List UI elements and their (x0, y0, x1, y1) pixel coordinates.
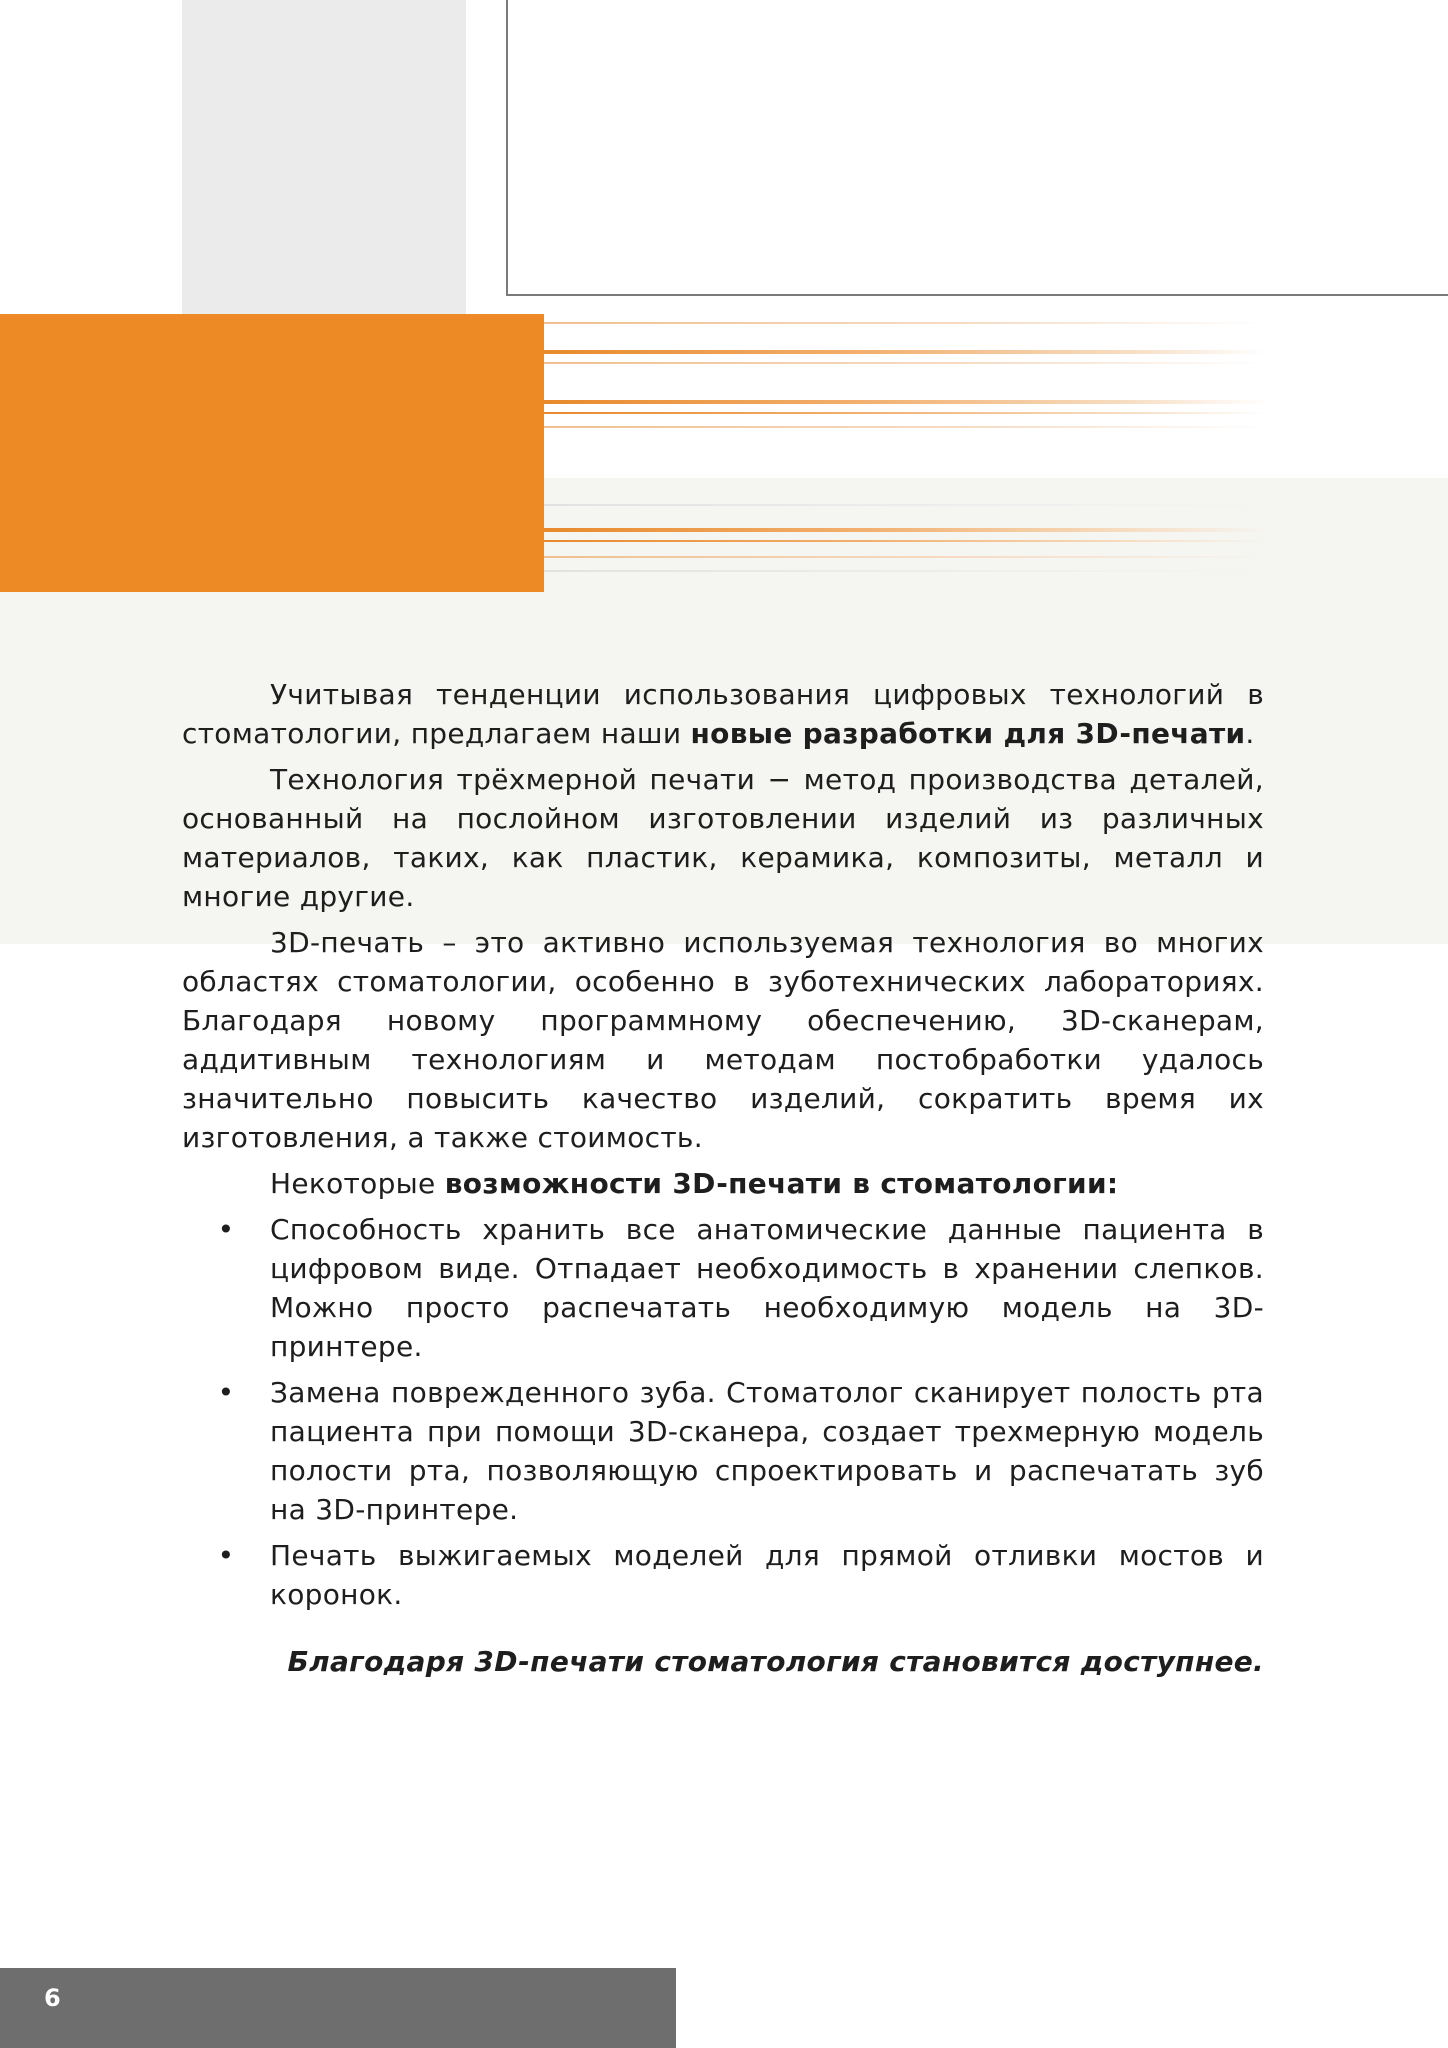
decorative-stripe (544, 400, 1266, 404)
bullet-icon: • (217, 1213, 235, 1246)
decorative-stripe (544, 350, 1266, 354)
closing-statement: Благодаря 3D-печати стоматология становится доступнее. (287, 1645, 1264, 1678)
decorative-stripe (544, 412, 1266, 414)
list-item: • Способность хранить все анатомические данные пациента в цифровом виде. Отпадает необходимость в хранении слепков. Можно просто распечатать необходимую модель на 3D-принтере. (182, 1210, 1264, 1366)
usage-paragraph: 3D-печать – это активно используемая технология во многих областях стоматологии, особенно в зуботехнических лабораториях. Благодаря новому программному обеспечению, 3D-сканерам, аддитивным технологиям и методам постобработки удалось значительно повысить качество изделий, сократить время их изготовления, а также стоимость. (182, 926, 1264, 1154)
decorative-stripe (544, 570, 1266, 572)
footer-bar (0, 1968, 676, 2048)
decorative-stripe (544, 504, 1266, 506)
decorative-stripe (544, 556, 1266, 558)
decorative-stripe (544, 426, 1266, 428)
body-text (182, 675, 1264, 1688)
image-frame (506, 0, 1448, 296)
bullet-icon: • (217, 1376, 235, 1409)
page-number: 6 (44, 1984, 61, 2012)
decorative-grey-column (182, 0, 466, 314)
list-item: • Замена поврежденного зуба. Стоматолог сканирует полость рта пациента при помощи 3D-сканера, создает трехмерную модель полости рта, позволяющую спроектировать и распечатать зуб на 3D-принтере. (182, 1373, 1264, 1529)
possibilities-heading: Некоторые возможности 3D-печати в стоматологии: (270, 1167, 1119, 1200)
technology-paragraph: Технология трёхмерной печати − метод производства деталей, основанный на послойном изготовлении изделий из различных материалов, таких, как пластик, керамика, композиты, металл и многие другие. (182, 763, 1264, 913)
intro-highlight: новые разработки для 3D-печати (690, 717, 1246, 750)
decorative-stripe (544, 540, 1266, 542)
decorative-stripe (544, 322, 1266, 324)
bullet-icon: • (217, 1539, 235, 1572)
decorative-stripe (544, 528, 1266, 532)
intro-paragraph: Учитывая тенденции использования цифровых технологий в стоматологии, предлагаем наши новые разработки для 3D-печати. (182, 678, 1264, 750)
orange-accent-block (0, 314, 544, 592)
list-item: • Печать выжигаемых моделей для прямой отливки мостов и коронок. (182, 1536, 1264, 1614)
possibilities-list (182, 1210, 1264, 1614)
decorative-stripe (544, 362, 1266, 364)
